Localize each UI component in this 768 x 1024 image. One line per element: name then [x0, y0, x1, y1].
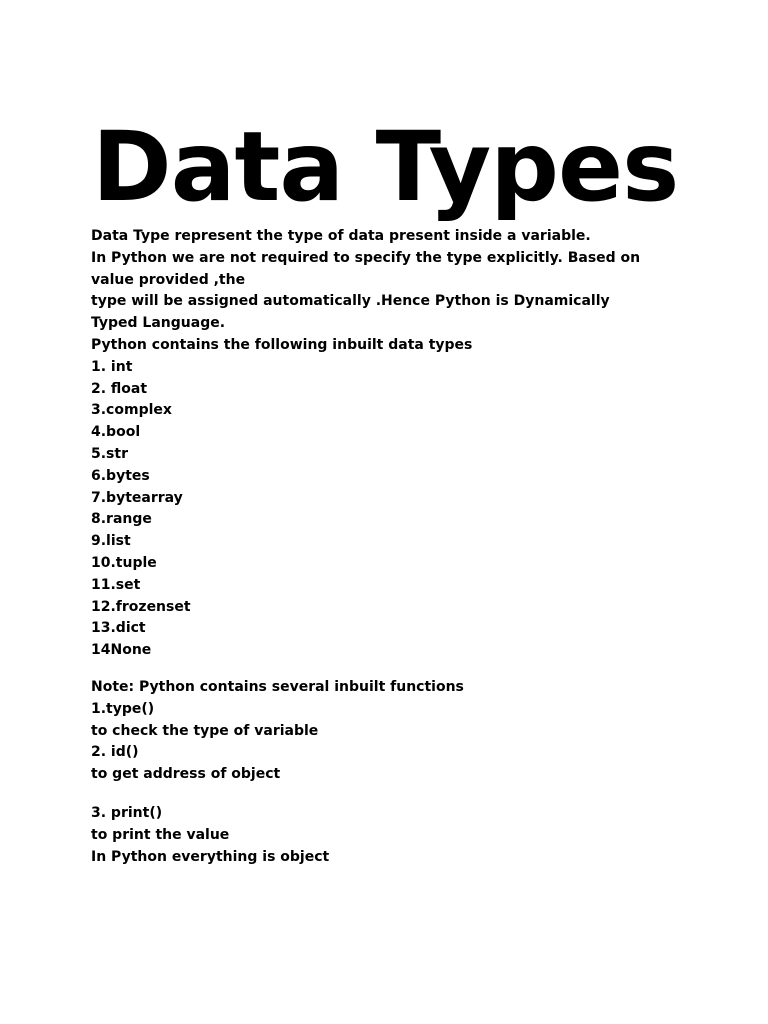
- print-line: to print the value: [91, 826, 230, 843]
- data-type-item: 10.tuple: [91, 554, 157, 571]
- document-body: [91, 226, 691, 868]
- data-type-item: 6.bytes: [91, 467, 150, 484]
- data-type-item: 5.str: [91, 445, 128, 462]
- intro-line: Python contains the following inbuilt data types: [91, 336, 473, 353]
- note-line: to check the type of variable: [91, 722, 319, 739]
- intro-line: type will be assigned automatically .Hence Python is Dynamically: [91, 293, 610, 310]
- data-type-item: 11.set: [91, 576, 141, 593]
- data-type-item: 12.frozenset: [91, 598, 191, 615]
- intro-line: Data Type represent the type of data present inside a variable.: [91, 228, 591, 244]
- intro-line: Typed Language.: [91, 315, 226, 332]
- print-line: 3. print(): [91, 804, 163, 821]
- note-line: to get address of object: [91, 766, 281, 783]
- note-line: 1.type(): [91, 700, 155, 717]
- data-type-item: 4.bool: [91, 424, 141, 441]
- note-line: Note: Python contains several inbuilt functions: [91, 678, 464, 695]
- paragraph-gap: [91, 786, 691, 803]
- data-type-item: 1. int: [91, 358, 133, 375]
- paragraph-gap: [91, 662, 691, 677]
- data-type-item: 2. float: [91, 380, 148, 397]
- data-type-item: 13.dict: [91, 620, 146, 637]
- data-type-item: 14None: [91, 642, 152, 659]
- print-line: In Python everything is object: [91, 848, 330, 865]
- data-type-item: 7.bytearray: [91, 489, 183, 506]
- data-type-item: 8.range: [91, 511, 152, 528]
- page-title: Data Types: [92, 111, 679, 223]
- intro-line: value provided ,the: [91, 271, 246, 288]
- note-line: 2. id(): [91, 744, 139, 761]
- data-type-item: 9.list: [91, 533, 131, 550]
- data-type-item: 3.complex: [91, 402, 172, 419]
- intro-line: In Python we are not required to specify the type explicitly. Based on: [91, 249, 641, 266]
